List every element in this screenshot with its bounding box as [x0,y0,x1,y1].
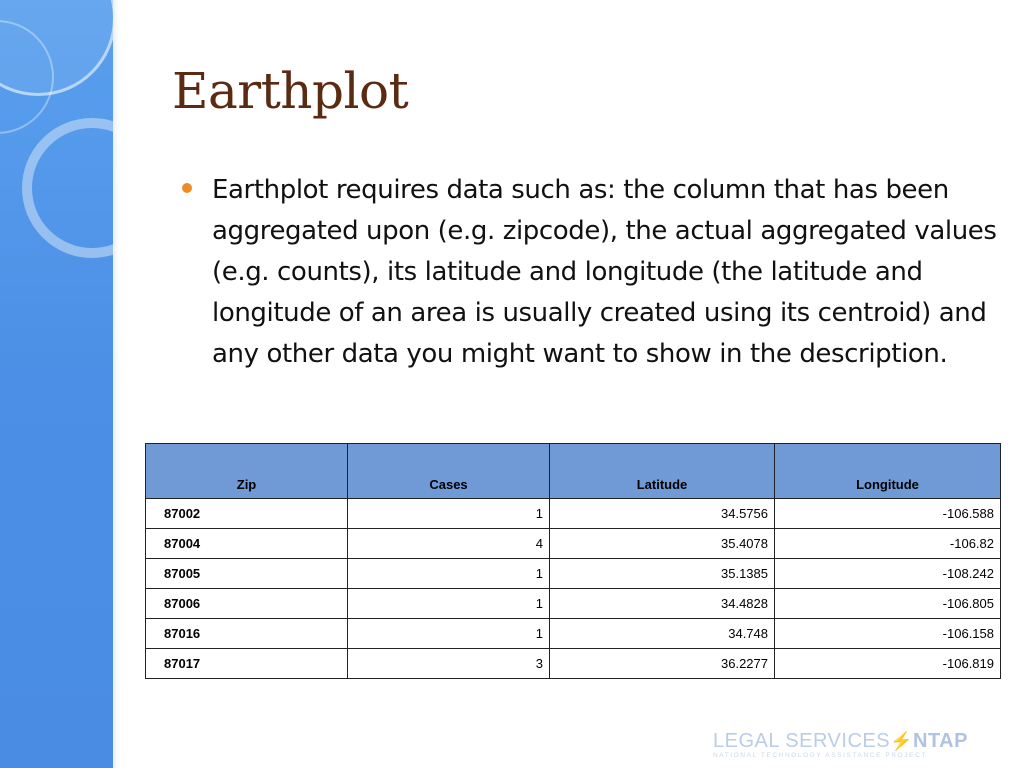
logo-legal-services-text: LEGAL SERVICES [713,730,891,752]
logo-ntap-text: NTAP [913,730,968,752]
cell-longitude: -106.588 [775,499,1001,529]
table-row [146,559,1001,589]
cell-zip: 87006 [146,589,348,619]
table-header-row [146,444,1001,499]
cell-latitude: 35.1385 [550,559,775,589]
cell-longitude: -106.158 [775,619,1001,649]
cell-longitude: -106.805 [775,589,1001,619]
bullet-text: Earthplot requires data such as: the column that has been aggregated upon (e.g. zipcode), the actual aggregated values (e.g. counts), its latitude and longitude (the latitude and longitude of an area is usually created using its centroid) and any other data you might want to show in the description. [212,175,997,369]
decorative-ring [22,118,113,258]
slide-title: Earthplot [172,62,409,120]
cell-cases: 3 [348,649,550,679]
logo-wordmark [713,730,968,753]
cell-zip: 87017 [146,649,348,679]
cell-latitude: 35.4078 [550,529,775,559]
table-row [146,589,1001,619]
bullet-icon [182,183,192,193]
cell-cases: 4 [348,529,550,559]
column-header-latitude: Latitude [550,444,775,499]
cell-longitude: -108.242 [775,559,1001,589]
cell-latitude: 36.2277 [550,649,775,679]
table-row [146,649,1001,679]
table-row [146,529,1001,559]
logo-tagline: NATIONAL TECHNOLOGY ASSISTANCE PROJECT [713,752,927,759]
legal-services-ntap-logo [713,730,968,759]
cell-latitude: 34.5756 [550,499,775,529]
cell-zip: 87005 [146,559,348,589]
cell-cases: 1 [348,589,550,619]
data-table [145,443,1001,679]
decorative-sidebar [0,0,113,768]
lightning-bolt-icon: ⚡ [890,731,913,751]
bullet-item [182,170,1002,375]
column-header-longitude: Longitude [775,444,1001,499]
cell-zip: 87002 [146,499,348,529]
sidebar-edge [113,0,119,768]
table-row [146,619,1001,649]
cell-latitude: 34.4828 [550,589,775,619]
decorative-ring [0,0,113,96]
table-row [146,499,1001,529]
cell-zip: 87004 [146,529,348,559]
cell-zip: 87016 [146,619,348,649]
cell-cases: 1 [348,559,550,589]
column-header-cases: Cases [348,444,550,499]
column-header-zip: Zip [146,444,348,499]
cell-cases: 1 [348,619,550,649]
cell-longitude: -106.819 [775,649,1001,679]
cell-longitude: -106.82 [775,529,1001,559]
cell-latitude: 34.748 [550,619,775,649]
cell-cases: 1 [348,499,550,529]
